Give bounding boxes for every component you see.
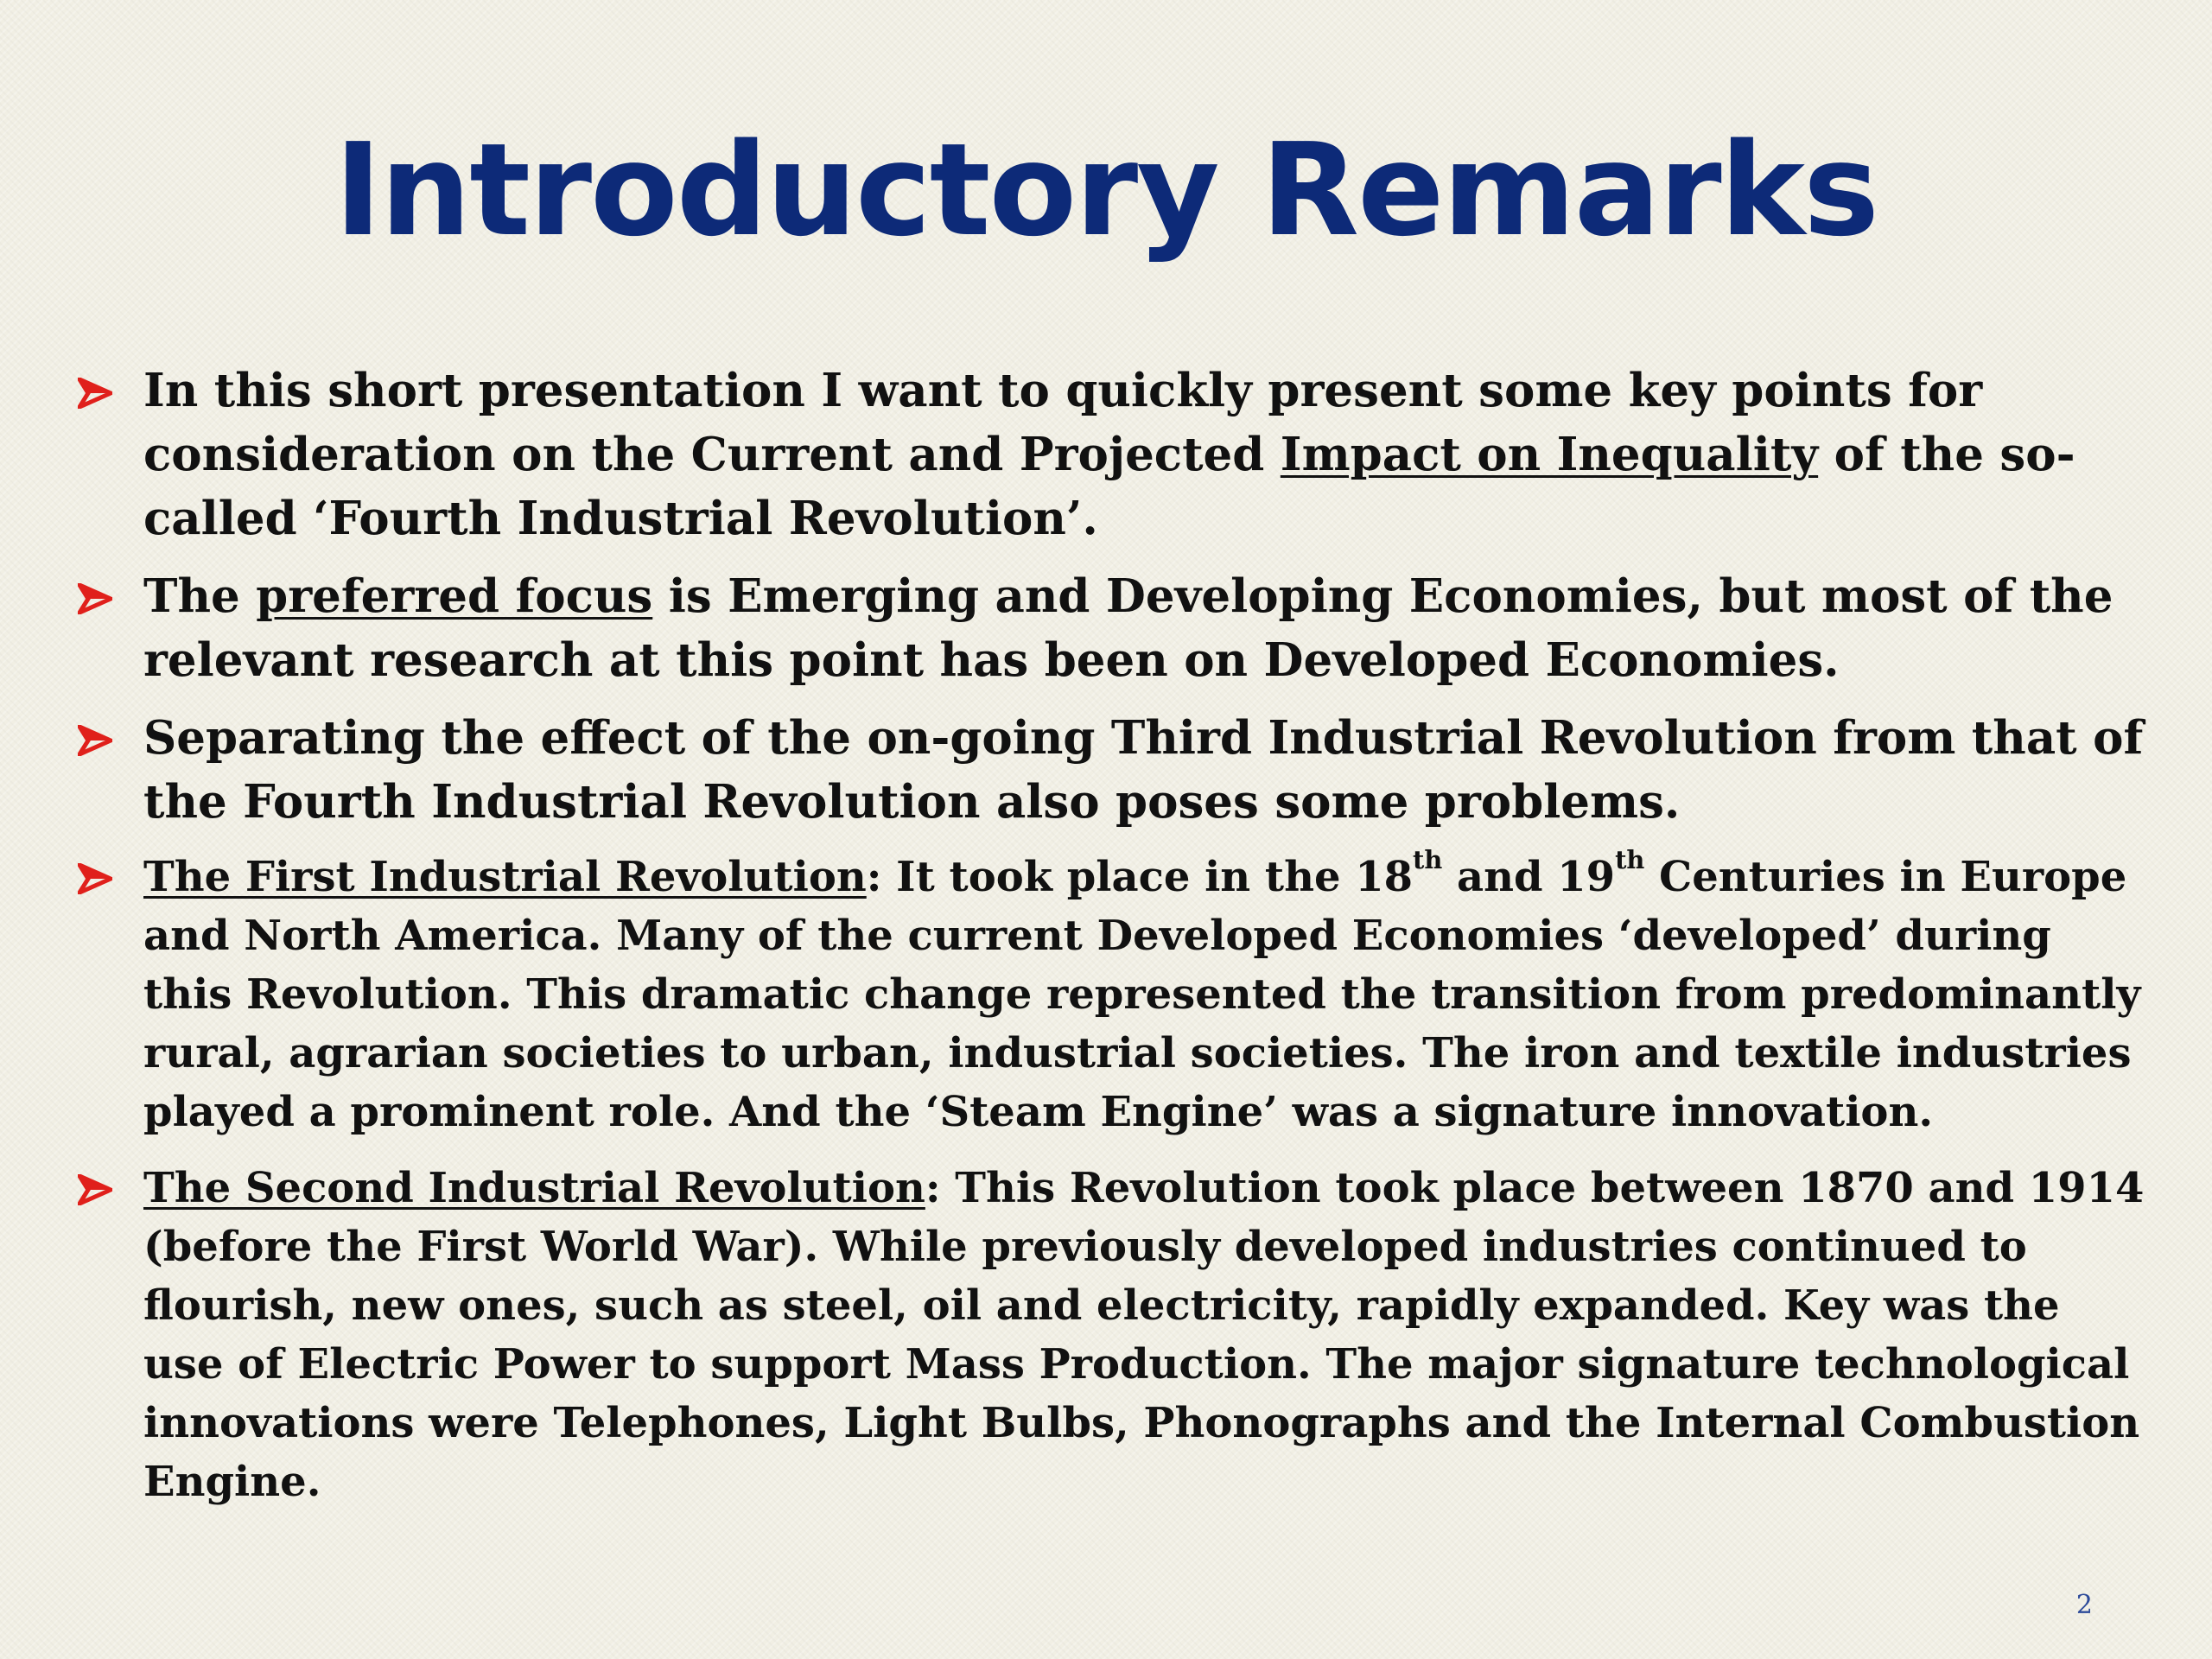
arrowhead-bullet-icon (78, 1174, 112, 1205)
bullet-text: : This Revolution took place between 1870 and 1914 (before the First World War). While previously developed industries continued to flourish, new ones, such as steel, oil and electricity, rapidly expanded. Key was the use of Electric Power to support Mass Production. The major signature technological innovations were Telephones, Light Bulbs, Phonographs and the Internal Combustion Engine. (143, 1164, 2145, 1506)
arrowhead-bullet-icon (78, 378, 112, 409)
bullet-item-separating-effects (78, 706, 2152, 834)
underlined-phrase: The First Industrial Revolution (143, 853, 867, 901)
bullet-text: : It took place in the 18 (866, 853, 1414, 901)
underlined-phrase: The Second Industrial Revolution (143, 1164, 925, 1212)
bullet-text: Centuries in Europe and North America. Many of the current Developed Economies ‘developed’ during this Revolution. This dramatic change represented the transition from predominantly rural, agrarian societies to urban, industrial societies. The iron and textile industries played a prominent role. And the ‘Steam Engine’ was a signature innovation. (143, 853, 2141, 1136)
arrowhead-bullet-icon (78, 583, 112, 614)
bullet-item-first-industrial-revolution (78, 845, 2152, 1141)
bullet-item-preferred-focus (78, 564, 2152, 692)
superscript: th (1413, 845, 1443, 875)
underlined-phrase: preferred focus (256, 569, 653, 623)
superscript: th (1615, 845, 1645, 875)
bullet-text: is Emerging and Developing Economies, but most of the relevant research at this point has been on Developed Economies. (143, 569, 2113, 687)
arrowhead-bullet-icon (78, 725, 112, 756)
page-number: 2 (2075, 1590, 2093, 1620)
underlined-phrase: Impact on Inequality (1280, 428, 1819, 481)
bullet-item-presentation-scope (78, 359, 2152, 550)
bullet-text: of the so-called ‘Fourth Industrial Revolution’. (143, 428, 2075, 545)
bullet-text: In this short presentation I want to quickly present some key points for consideration on the Current and Projected (143, 364, 1983, 481)
arrowhead-bullet-icon (78, 863, 112, 894)
bullet-item-second-industrial-revolution (78, 1159, 2152, 1511)
bullet-text: and 19 (1442, 853, 1616, 901)
bullet-text: The (143, 569, 257, 623)
slide-title: Introductory Remarks (334, 116, 1878, 264)
bullet-list (78, 359, 2152, 1529)
bullet-text: Separating the effect of the on-going Third Industrial Revolution from that of the Fourth Industrial Revolution also poses some problems. (143, 711, 2144, 829)
